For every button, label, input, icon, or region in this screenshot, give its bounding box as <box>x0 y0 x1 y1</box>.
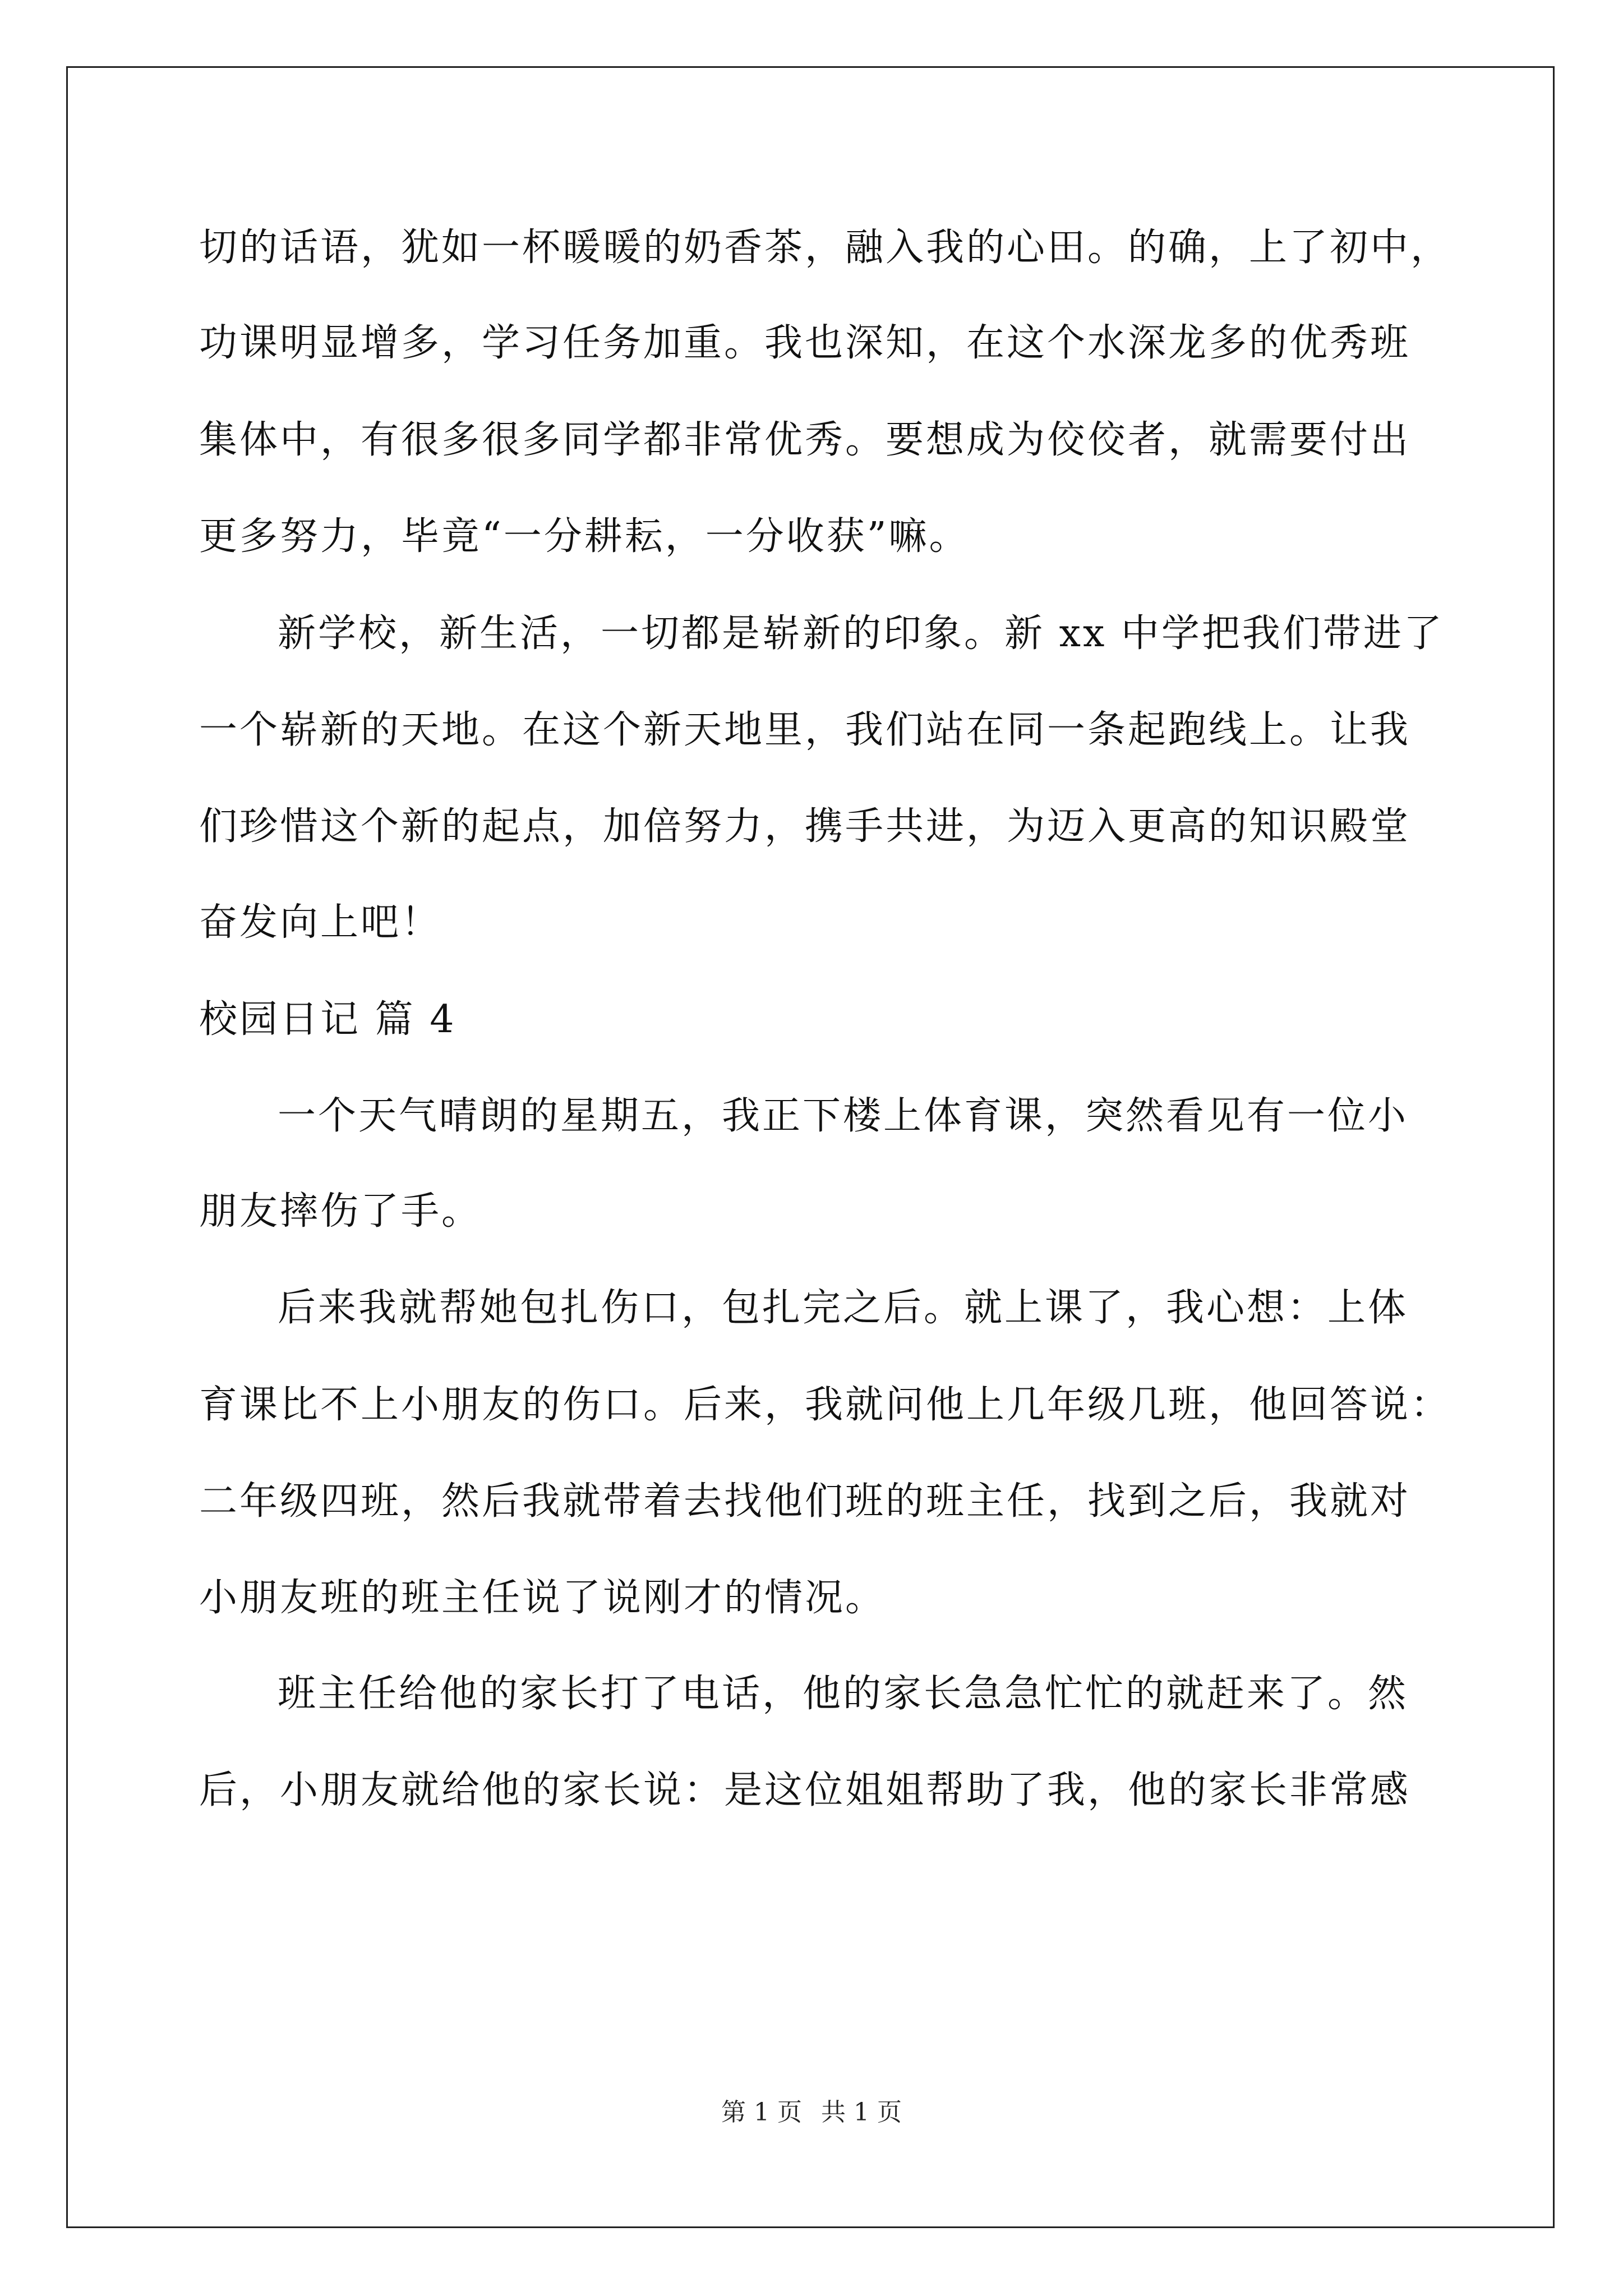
paragraph-line: 二年级四班，然后我就带着去找他们班的班主任，找到之后，我就对 <box>199 1479 1411 1524</box>
page-footer <box>0 2097 1623 2128</box>
page-number-current: 第 1 页 <box>721 2098 802 2127</box>
paragraph-line: 后来我就帮她包扎伤口，包扎完之后。就上课了，我心想：上体 <box>278 1286 1409 1330</box>
paragraph-line: 切的话语，犹如一杯暖暖的奶香茶，融入我的心田。的确，上了初中， <box>199 226 1451 270</box>
section-heading: 校园日记 篇 4 <box>199 997 457 1042</box>
paragraph-line: 班主任给他的家长打了电话，他的家长急急忙忙的就赶来了。然 <box>278 1672 1409 1716</box>
paragraph-line: 小朋友班的班主任说了说刚才的情况。 <box>199 1576 886 1620</box>
paragraph-line: 一个崭新的天地。在这个新天地里，我们站在同一条起跑线上。让我 <box>199 708 1411 752</box>
paragraph-line: 功课明显增多，学习任务加重。我也深知，在这个水深龙多的优秀班 <box>199 321 1411 365</box>
paragraph-line: 们珍惜这个新的起点，加倍努力，携手共进，为迈入更高的知识殿堂 <box>199 804 1411 849</box>
paragraph-line: 后，小朋友就给他的家长说：是这位姐姐帮助了我，他的家长非常感 <box>199 1768 1411 1812</box>
paragraph-line: 朋友摔伤了手。 <box>199 1189 482 1234</box>
page-border <box>66 66 1555 2228</box>
paragraph-line: 集体中，有很多很多同学都非常优秀。要想成为佼佼者，就需要付出 <box>199 418 1411 462</box>
paragraph-line: 一个天气晴朗的星期五，我正下楼上体育课，突然看见有一位小 <box>278 1094 1409 1138</box>
paragraph-line: 育课比不上小朋友的伤口。后来，我就问他上几年级几班，他回答说： <box>199 1383 1451 1427</box>
paragraph-line: 更多努力，毕竟“一分耕耘，一分收获”嘛。 <box>199 514 970 559</box>
paragraph-line: 奋发向上吧！ <box>199 900 442 945</box>
page-number-total: 共 1 页 <box>821 2098 902 2127</box>
paragraph-line: 新学校，新生活，一切都是崭新的印象。新 xx 中学把我们带进了 <box>278 611 1444 656</box>
